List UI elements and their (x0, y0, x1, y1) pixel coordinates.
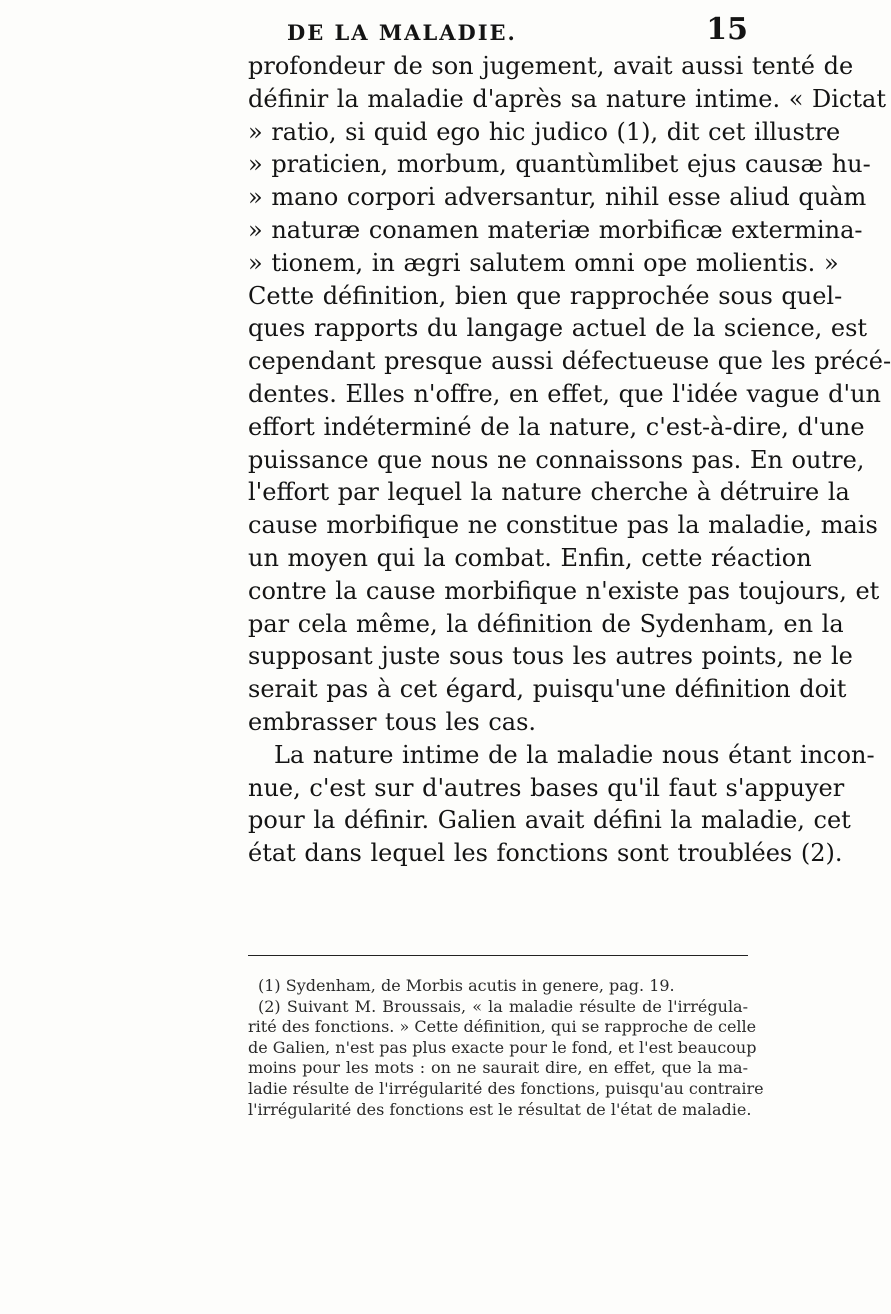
body-line: » praticien, morbum, quantùmlibet ejus causæ hu- (248, 150, 871, 179)
body-line: » mano corpori adversantur, nihil esse aliud quàm (248, 183, 867, 212)
page-number: 15 (706, 12, 748, 47)
body-line: ques rapports du langage actuel de la science, est (248, 314, 868, 343)
running-head (0, 12, 800, 48)
footnote-line: ladie résulte de l'irrégularité des fonctions, puisqu'au contraire (248, 1078, 764, 1098)
body-line: état dans lequel les fonctions sont troublées (2). (248, 839, 843, 868)
body-line: pour la définir. Galien avait défini la maladie, cet (248, 806, 851, 835)
body-line: cause morbifique ne constitue pas la maladie, mais (248, 511, 878, 540)
body-line: embrasser tous les cas. (248, 707, 537, 736)
body-line: puissance que nous ne connaissons pas. En outre, (248, 445, 865, 474)
body-line: » ratio, si quid ego hic judico (1), dit cet illustre (248, 117, 841, 146)
body-line: Cette définition, bien que rapprochée sous quel- (248, 281, 843, 310)
footnote-line: de Galien, n'est pas plus exacte pour le fond, et l'est beaucoup (248, 1037, 757, 1057)
footnote-line: l'irrégularité des fonctions est le résultat de l'état de maladie. (248, 1099, 752, 1119)
body-line: dentes. Elles n'offre, en effet, que l'idée vague d'un (248, 379, 881, 408)
body-line: » naturæ conamen materiæ morbificæ extermina- (248, 215, 863, 244)
body-text (248, 50, 891, 870)
body-line: effort indéterminé de la nature, c'est-à-dire, d'une (248, 412, 865, 441)
footnote-line: (1) Sydenham, de Morbis acutis in genere, pag. 19. (258, 976, 675, 995)
body-line: l'effort par lequel la nature cherche à détruire la (248, 478, 850, 507)
header-title: DE LA MALADIE. (287, 20, 517, 45)
footnote-line: moins pour les mots : on ne saurait dire, en effet, que la ma- (248, 1058, 748, 1078)
footnote-divider (248, 955, 748, 956)
footnote-line: (2) Suivant M. Broussais, « la maladie résulte de l'irrégula- (258, 996, 748, 1016)
body-line: un moyen qui la combat. Enfin, cette réaction (248, 543, 812, 572)
body-line: contre la cause morbifique n'existe pas toujours, et (248, 576, 880, 605)
body-line: par cela même, la définition de Sydenham, en la (248, 609, 844, 638)
footnotes (248, 976, 764, 1120)
body-line: nue, c'est sur d'autres bases qu'il faut s'appuyer (248, 773, 845, 802)
body-line: » tionem, in ægri salutem omni ope molientis. » (248, 248, 839, 277)
body-line: définir la maladie d'après sa nature intime. « Dictat (248, 84, 886, 113)
body-line: profondeur de son jugement, avait aussi tenté de (248, 52, 854, 80)
body-line: cependant presque aussi défectueuse que les précé- (248, 347, 891, 376)
body-line: serait pas à cet égard, puisqu'une définition doit (248, 675, 847, 704)
footnote-line: rité des fonctions. » Cette définition, qui se rapproche de celle (248, 1017, 757, 1037)
body-line: La nature intime de la maladie nous étant incon- (274, 740, 875, 769)
body-line: supposant juste sous tous les autres points, ne le (248, 642, 853, 671)
